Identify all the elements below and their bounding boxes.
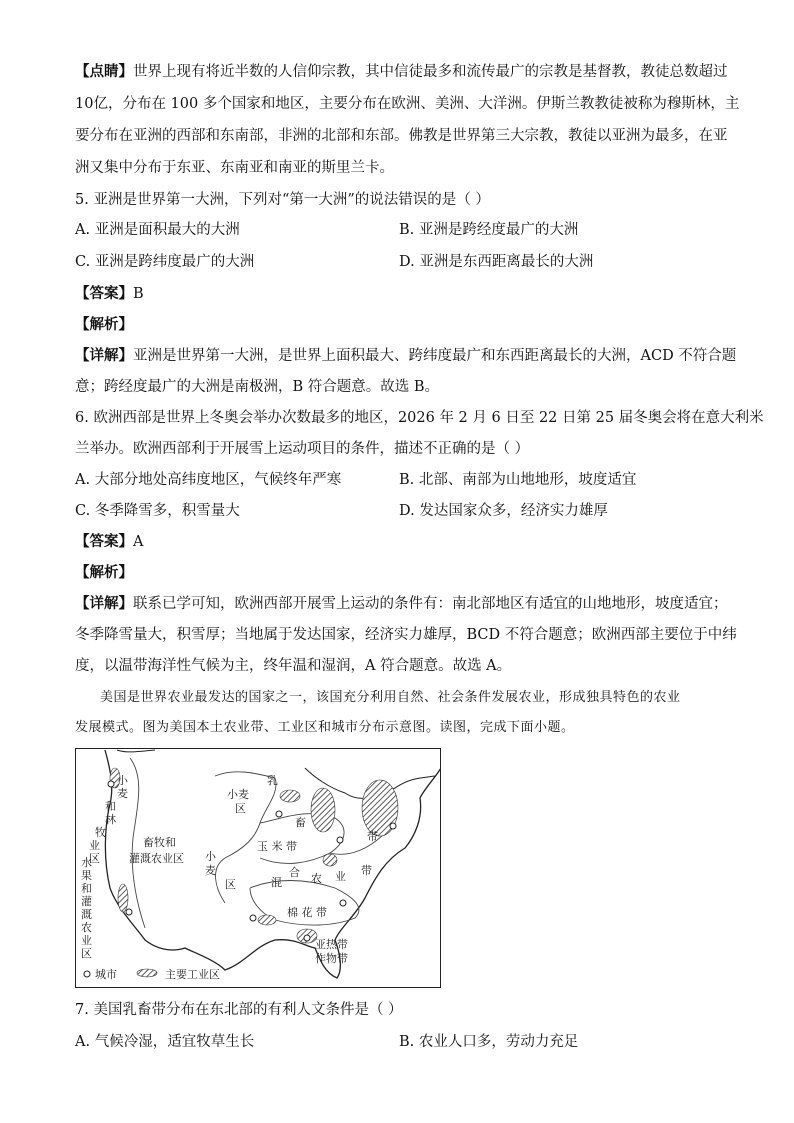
label-subtropical: 作物带: [315, 952, 348, 965]
q5-answer: 【答案】B: [75, 285, 144, 302]
label-wheat-ranch: 牧: [95, 826, 106, 839]
label-fruit-irrigation: 和: [81, 882, 92, 895]
q6-option-a: A. 大部分地处高纬度地区，气候终年严寒: [75, 472, 342, 488]
tip-line-3: 要分布在亚洲的西部和东南部，非洲的北部和东部。佛教是世界第三大宗教，教徒以亚洲为最多，在亚: [75, 128, 728, 144]
industrial-area-california: [118, 884, 128, 912]
q6-stem-line-1: 6. 欧洲西部是世界上冬奥会举办次数最多的地区，2026 年 2 月 6 日至 22 日第 25 届冬奥会将在意大利米: [75, 410, 764, 426]
label-spring-wheat: 小麦: [227, 788, 249, 801]
label-mixed-farming: 业: [335, 870, 346, 883]
label-fruit-irrigation: 水: [81, 856, 92, 869]
q6-answer: 【答案】A: [75, 533, 144, 550]
passage-line-1: 美国是世界农业最发达的国家之一，该国充分利用自然、社会条件发展农业，形成独具特色的农业: [100, 690, 681, 705]
label-winter-wheat: 区: [225, 878, 236, 891]
label-spring-wheat: 区: [235, 802, 246, 815]
q6-stem-line-2: 兰举办。欧洲西部利于开展雪上运动项目的条件，描述不正确的是（ ）: [75, 441, 530, 457]
label-winter-wheat: 小: [205, 850, 216, 863]
q6-option-row-2: [75, 501, 725, 521]
q7-option-row-1: [75, 1032, 725, 1052]
city-marker: [126, 909, 132, 915]
city-marker: [304, 935, 310, 941]
q6-detail-line-2: 冬季降雪量大，积雪厚；当地属于发达国家，经济实力雄厚，BCD 不符合题意；欧洲西部主要位于中纬: [75, 627, 737, 643]
q5-option-c: C. 亚洲是跨纬度最广的大洲: [75, 254, 255, 270]
city-marker: [108, 781, 114, 787]
label-dairy: 畜: [295, 816, 306, 829]
tip-line-1: 【点睛】世界上现有将近半数的人信仰宗教，其中信徒最多和流传最广的宗教是基督教，教徒总数超过: [75, 63, 728, 80]
city-marker: [276, 811, 282, 817]
label-fruit-irrigation: 溉: [81, 908, 92, 921]
label-fruit-irrigation: 果: [81, 869, 92, 882]
legend-industrial-label: 主要工业区: [165, 968, 220, 981]
passage-line-2: 发展模式。图为美国本土农业带、工业区和城市分布示意图。读图，完成下面小题。: [75, 720, 575, 735]
tip-line-4: 洲又集中分布于东亚、东南亚和南亚的斯里兰卡。: [75, 160, 394, 176]
q5-option-a: A. 亚洲是面积最大的大洲: [75, 222, 240, 238]
label-fruit-irrigation: 区: [81, 947, 92, 960]
label-mixed-farming: 混: [271, 876, 282, 889]
q6-option-b: B. 北部、南部为山地地形，坡度适宜: [399, 472, 637, 488]
label-cotton-belt: 棉 花 带: [287, 906, 327, 919]
legend-city-icon: [84, 971, 90, 977]
label-wheat-ranch: 小: [117, 774, 128, 787]
label-wheat-ranch: 区: [89, 852, 100, 865]
q5-option-row-1: [75, 220, 725, 240]
label-fruit-irrigation: 灌: [81, 895, 92, 908]
city-marker: [340, 900, 346, 906]
label-subtropical: 亚热带: [315, 938, 348, 951]
q7-option-b: B. 农业人口多，劳动力充足: [399, 1034, 579, 1050]
label-corn-belt: 玉 米 带: [257, 840, 297, 853]
label-ranch-irrigation: 畜牧和: [143, 836, 176, 849]
q6-detail-line-3: 度，以温带海洋性气候为主，终年温和湿润，A 符合题意。故选 A。: [75, 658, 512, 674]
industrial-area-great-lakes: [311, 788, 335, 832]
label-dairy: 带: [367, 830, 378, 843]
label-dairy: 乳: [267, 774, 278, 787]
industrial-area-minnesota: [280, 790, 300, 802]
city-marker: [250, 915, 256, 921]
q5-detail-line-1: 【详解】亚洲是世界第一大洲，是世界上面积最大、跨纬度最广和东西距离最长的大洲，ACD 不符合题: [75, 347, 737, 364]
label-winter-wheat: 麦: [205, 864, 216, 877]
q7-stem: 7. 美国乳畜带分布在东北部的有利人文条件是（ ）: [75, 1002, 403, 1018]
q6-detail-line-1: 【详解】联系已学可知，欧洲西部开展雪上运动的条件有：南北部地区有适宜的山地地形，坡度适宜；: [75, 595, 728, 612]
q6-option-c: C. 冬季降雪多，积雪量大: [75, 503, 240, 519]
q5-detail-line-2: 意；跨经度最广的大洲是南极洲，B 符合题意。故选 B。: [75, 379, 440, 395]
label-fruit-irrigation: 业: [81, 934, 92, 947]
q5-option-d: D. 亚洲是东西距离最长的大洲: [399, 254, 594, 270]
q5-stem: 5. 亚洲是世界第一大洲，下列对“第一大洲”的说法错误的是（ ）: [75, 192, 490, 208]
label-wheat-ranch: 麦: [117, 787, 128, 800]
label-wheat-ranch: 林: [105, 813, 116, 826]
label-wheat-ranch: 业: [89, 839, 100, 852]
legend-industrial-icon: [137, 969, 157, 977]
q7-option-a: A. 气候冷湿，适宜牧草生长: [75, 1034, 255, 1050]
industrial-area-midwest: [323, 854, 337, 866]
industrial-area-texas: [258, 915, 276, 925]
usa-agriculture-map: [75, 748, 441, 988]
q5-option-b: B. 亚洲是跨经度最广的大洲: [399, 222, 579, 238]
label-mixed-farming: 合: [289, 866, 300, 879]
city-marker: [337, 837, 343, 843]
q6-option-row-1: [75, 470, 725, 490]
label-mixed-farming: 农: [311, 872, 322, 885]
legend-city-label: 城市: [95, 968, 117, 981]
q6-option-d: D. 发达国家众多，经济实力雄厚: [399, 503, 608, 519]
label-wheat-ranch: 和: [105, 800, 116, 813]
tip-tag: 【点睛】: [75, 63, 133, 80]
label-mixed-farming: 带: [361, 864, 372, 877]
label-ranch-irrigation: 灌溉农业区: [129, 852, 184, 865]
tip-line-2: 10亿，分布在 100 多个国家和地区，主要分布在欧洲、美洲、大洋洲。伊斯兰教教徒被称为穆斯林，主: [75, 96, 740, 112]
q5-option-row-2: [75, 252, 725, 272]
q6-analysis-tag: 【解析】: [75, 564, 133, 581]
city-marker: [390, 823, 396, 829]
label-fruit-irrigation: 农: [81, 921, 92, 934]
q5-analysis-tag: 【解析】: [75, 316, 133, 333]
